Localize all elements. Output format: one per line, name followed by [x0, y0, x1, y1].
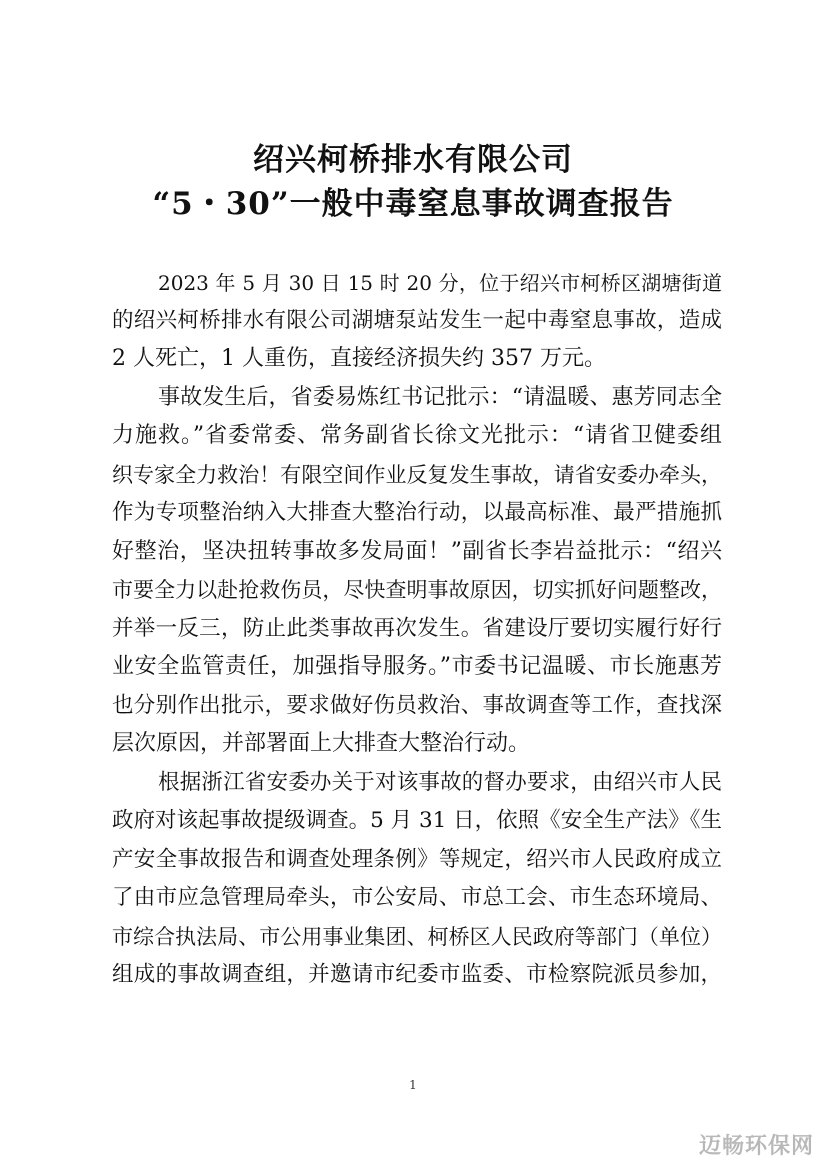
paragraph-2-line-10: 层次原因，并部署面上大排查大整治行动。 [112, 731, 531, 756]
paragraph-2-line-1: 事故发生后，省委易炼红书记批示：“请温暖、惠芳同志全 [158, 385, 722, 410]
page-number: 1 [409, 1078, 417, 1092]
paragraph-3-line-5: 市综合执法局、市公用事业集团、柯桥区人民政府等部门（单位） [112, 925, 722, 949]
paragraph-3-line-1: 根据浙江省安委办关于对该事故的督办要求，由绍兴市人民 [158, 770, 722, 795]
paragraph-2-line-4: 作为专项整治纳入大排查大整治行动，以最高标准、最严措施抓 [112, 500, 722, 525]
watermark-logo: 迈畅环保网 [698, 1134, 814, 1159]
paragraph-2-line-3: 织专家全力救治！有限空间作业反复发生事故，请省安委办牵头， [112, 463, 722, 487]
paragraph-2-line-2: 力施救。”省委常委、常务副省长徐文光批示：“请省卫健委组 [112, 423, 722, 448]
paragraph-3-line-3: 产安全事故报告和调查处理条例》等规定，绍兴市人民政府成立 [112, 847, 722, 872]
paragraph-1-line-1: 2023 年 5 月 30 日 15 时 20 分，位于绍兴市柯桥区湖塘街道 [158, 271, 722, 295]
paragraph-2-line-7: 并举一反三，防止此类事故再次发生。省建设厅要切实履行好行 [112, 616, 722, 641]
paragraph-1-line-3: 2 人死亡，1 人重伤，直接经济损失约 357 万元。 [112, 346, 606, 371]
paragraph-2-line-8: 业安全监管责任，加强指导服务。”市委书记温暖、市长施惠芳 [112, 654, 722, 679]
paragraph-3-line-6: 组成的事故调查组，并邀请市纪委市监委、市检察院派员参加， [112, 962, 722, 987]
paragraph-3-line-2: 政府对该起事故提级调查。5 月 31 日，依照《安全生产法》《生 [112, 808, 722, 833]
paragraph-2-line-9: 也分别作出批示，要求做好伤员救治、事故调查等工作，查找深 [112, 693, 722, 718]
paragraph-2-line-5: 好整治，坚决扭转事故多发局面！”副省长李岩益批示：“绍兴 [112, 539, 722, 564]
paragraph-1-line-2: 的绍兴柯桥排水有限公司湖塘泵站发生一起中毒窒息事故，造成 [112, 308, 722, 333]
paragraph-3-line-4: 了由市应急管理局牵头，市公安局、市总工会、市生态环境局、 [112, 885, 722, 910]
report-title-line2: “5・30”一般中毒窒息事故调查报告 [152, 186, 674, 222]
report-title-line1: 绍兴柯桥排水有限公司 [253, 142, 573, 178]
paragraph-2-line-6: 市要全力以赴抢救伤员，尽快查明事故原因，切实抓好问题整改， [112, 578, 722, 602]
